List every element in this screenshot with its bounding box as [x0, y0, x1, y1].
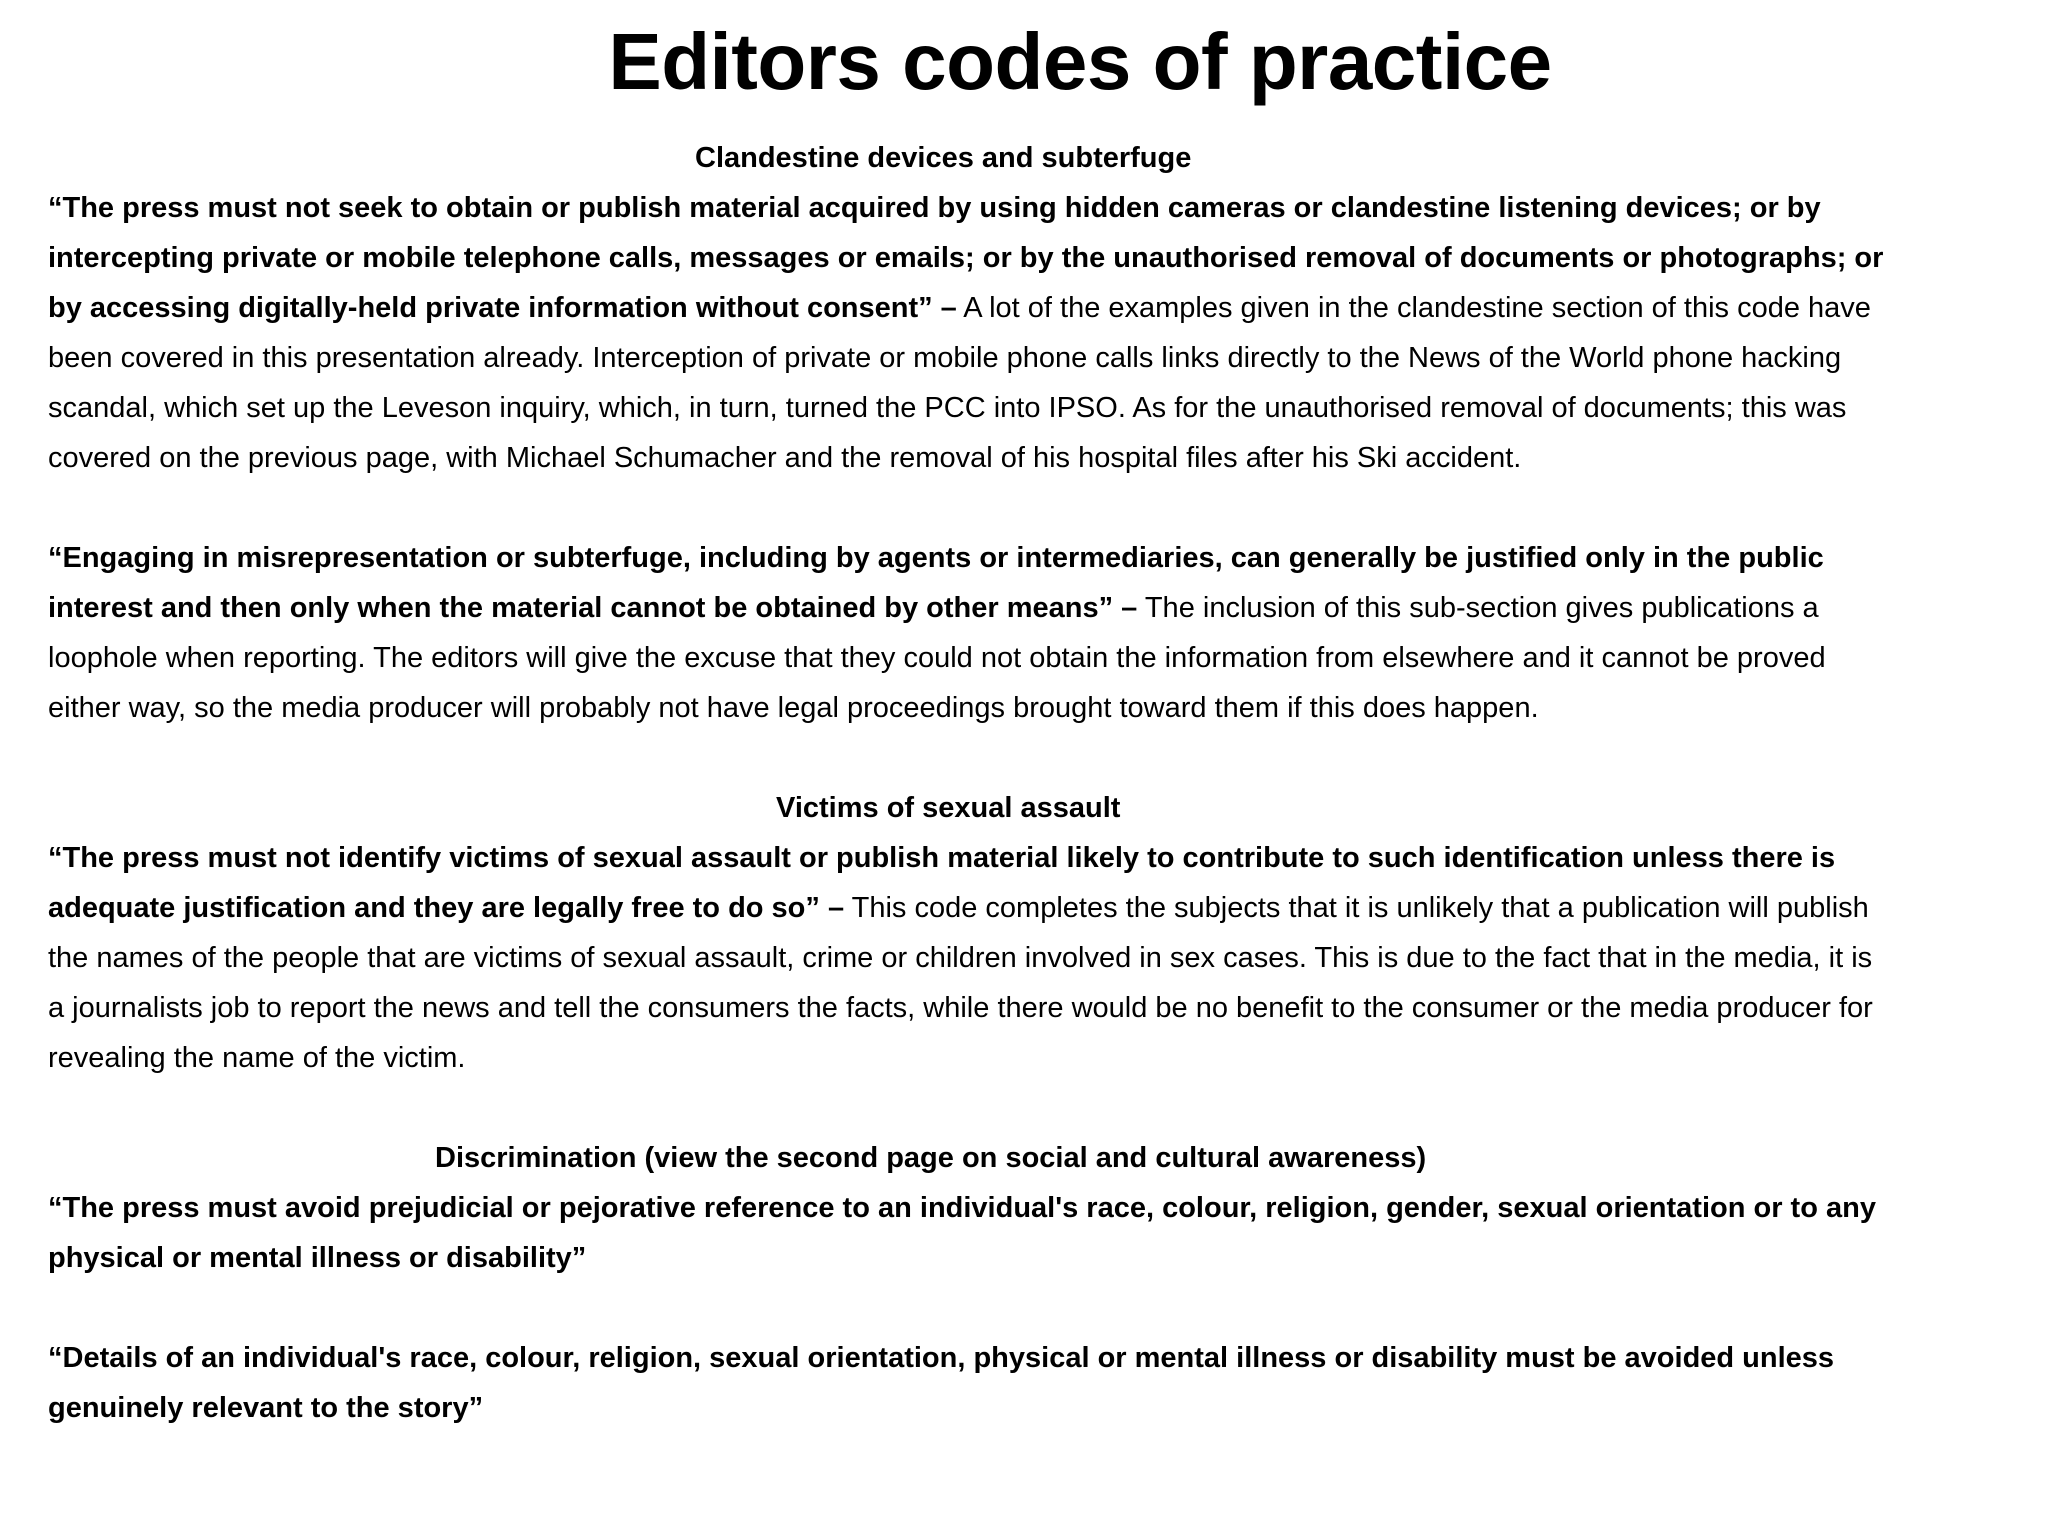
- commentary-text: This code completes the subjects that it is unlikely that a publication will publish the names of the people that are victims of sexual assault, crime or children involved in sex cases. This is due to the fact that in the media, it is a journalists job to report the news and tell the consumers the facts, while there would be no benefit to the consumer or the media producer for revealing the name of the victim.: [48, 892, 1873, 1074]
- commentary-text: A lot of the examples given in the clandestine section of this code have been covered in this presentation already. Interception of private or mobile phone calls links directly to the News of the World phone hacking scandal, which set up the Leveson inquiry, which, in turn, turned the PCC into IPSO. As for the unauthorised removal of documents; this was covered on the previous page, with Michael Schumacher and the removal of his hospital files after his Ski accident.: [48, 292, 1871, 474]
- commentary-text: The inclusion of this sub-section gives publications a loophole when reporting. The editors will give the excuse that they could not obtain the information from elsewhere and it cannot be proved either way, so the media producer will probably not have legal proceedings brought toward them if this does happen.: [48, 592, 1826, 724]
- section-heading: Victims of sexual assault: [776, 792, 1121, 824]
- paragraph-spacer: [48, 1283, 1888, 1333]
- paragraph-spacer: [48, 733, 1888, 783]
- section-heading: Discrimination (view the second page on social and cultural awareness): [435, 1142, 1427, 1174]
- document-body: [48, 133, 1888, 1433]
- paragraph: [48, 183, 1888, 483]
- code-quote: “The press must not identify victims of sexual assault or publish material likely to contribute to such identification unless there is adequate justification and they are legally free to do so” –: [48, 842, 1836, 924]
- paragraph-spacer: [48, 483, 1888, 533]
- paragraph: [48, 1333, 1888, 1433]
- paragraph: [48, 533, 1888, 733]
- code-quote: “The press must not seek to obtain or publish material acquired by using hidden cameras or clandestine listening devices; or by intercepting private or mobile telephone calls, messages or emails; or by the unauthorised removal of documents or photographs; or by accessing digitally-held private information without consent” –: [48, 192, 1884, 324]
- code-quote: “Details of an individual's race, colour, religion, sexual orientation, physical or mental illness or disability must be avoided unless genuinely relevant to the story”: [48, 1342, 1835, 1424]
- code-quote: “The press must avoid prejudicial or pejorative reference to an individual's race, colour, religion, gender, sexual orientation or to any physical or mental illness or disability”: [48, 1192, 1876, 1274]
- code-quote: “Engaging in misrepresentation or subterfuge, including by agents or intermediaries, can generally be justified only in the public interest and then only when the material cannot be obtained by other means” –: [48, 542, 1824, 624]
- paragraph: [48, 1183, 1888, 1283]
- paragraph: [48, 833, 1888, 1083]
- section-heading: Clandestine devices and subterfuge: [695, 142, 1192, 174]
- paragraph-spacer: [48, 1083, 1888, 1133]
- page-title: Editors codes of practice: [608, 17, 1552, 106]
